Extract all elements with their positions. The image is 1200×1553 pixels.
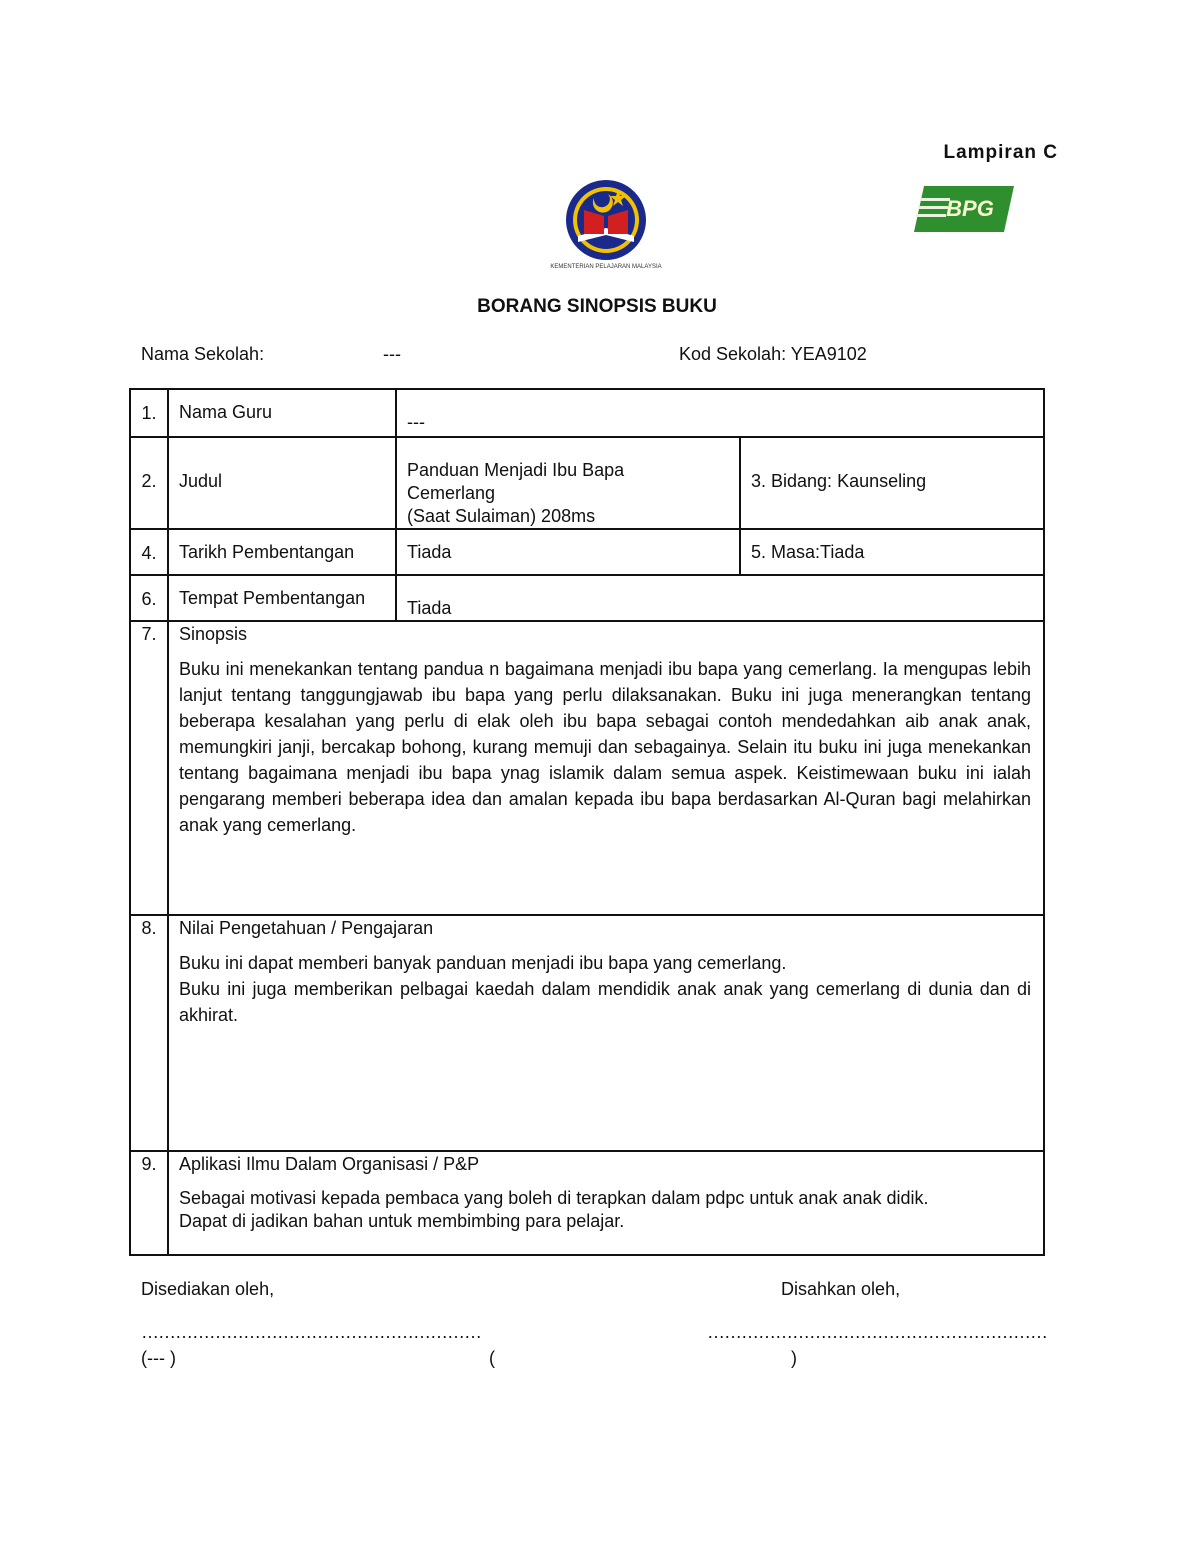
book-author-pages: (Saat Sulaiman) 208ms (407, 506, 596, 526)
book-title-line: Cemerlang (407, 483, 496, 503)
appendix-label: Lampiran C (943, 142, 1058, 163)
row-number: 2. (130, 437, 168, 529)
application-line: Sebagai motivasi kepada pembaca yang boleh di terapkan dalam pdpc untuk anak anak didik. (179, 1188, 929, 1208)
presentation-place-label: Tempat Pembentangan (168, 575, 396, 621)
knowledge-value-label: Nilai Pengetahuan / Pengajaran (179, 918, 434, 938)
prepared-by-label: Disediakan oleh, (141, 1279, 275, 1299)
kpm-logo-text: KEMENTERIAN PELAJARAN MALAYSIA (550, 264, 662, 270)
presentation-date-label: Tarikh Pembentangan (168, 529, 396, 575)
bpg-logo (910, 182, 1018, 236)
approver-name-close: ) (791, 1348, 797, 1368)
presentation-place-value: Tiada (396, 575, 1044, 621)
kpm-logo (550, 178, 662, 270)
title-label: Judul (168, 437, 396, 529)
row-number: 4. (130, 529, 168, 575)
application-cell (168, 1151, 1044, 1255)
application-label: Aplikasi Ilmu Dalam Organisasi / P&P (179, 1154, 480, 1174)
application-line: Dapat di jadikan bahan untuk membimbing para pelajar. (179, 1211, 625, 1231)
row-number: 6. (130, 575, 168, 621)
row-number: 1. (130, 389, 168, 437)
field-bidang: 3. Bidang: Kaunseling (740, 437, 1044, 529)
row-number: 8. (130, 915, 168, 1151)
row-knowledge-value (130, 915, 1044, 1151)
row-number: 9. (130, 1151, 168, 1255)
school-name-label: Nama Sekolah: (141, 344, 265, 364)
form-title: BORANG SINOPSIS BUKU (477, 296, 717, 317)
row-presentation-place (130, 575, 1044, 621)
signature-line-left: …………………………………………………… (141, 1322, 481, 1342)
school-code: Kod Sekolah: YEA9102 (679, 344, 867, 364)
row-number: 7. (130, 621, 168, 915)
teacher-name-label: Nama Guru (168, 389, 396, 437)
row-teacher-name (130, 389, 1044, 437)
approver-name-open: ( (489, 1348, 495, 1368)
approved-by-label: Disahkan oleh, (781, 1279, 901, 1299)
presentation-date-value: Tiada (396, 529, 740, 575)
row-synopsis (130, 621, 1044, 915)
row-application (130, 1151, 1044, 1255)
synopsis-text: Buku ini menekankan tentang pandua n bagaimana menjadi ibu bapa yang cemerlang. Ia mengupas lebih lanjut tentang tanggungjawab ibu bapa yang perlu dilaksanakan. Buku ini juga menerangkan tentang beberapa kesalahan yang perlu di elak oleh ibu bapa sebagai contoh mendedahkan aib anak anak, memungkiri janji, bercakap bohong, kurang memuji dan sebagainya. Selain itu buku ini juga menekankan tentang bagaimana menjadi ibu bapa ynag islamik dalam semua aspek. Keistimewaan buku ini ialah pengarang memberi beberapa idea dan amalan kepada ibu bapa berdasarkan Al-Quran bagi melahirkan anak yang cemerlang. (179, 659, 1032, 835)
field-masa: 5. Masa:Tiada (740, 529, 1044, 575)
bpg-logo-text: BPG (946, 196, 994, 221)
book-title-value (396, 437, 740, 529)
preparer-name: (--- ) (141, 1348, 176, 1368)
school-name-value: --- (383, 344, 401, 364)
knowledge-value-cell (168, 915, 1044, 1151)
knowledge-value-line: Buku ini dapat memberi banyak panduan menjadi ibu bapa yang cemerlang. (179, 953, 787, 973)
teacher-name-value: --- (396, 389, 1044, 437)
knowledge-value-line: Buku ini juga memberikan pelbagai kaedah dalam mendidik anak anak yang cemerlang di dunia dan di akhirat. (179, 979, 1032, 1025)
synopsis-label: Sinopsis (179, 624, 248, 644)
synopsis-form-table (129, 388, 1045, 1256)
signature-line-right: …………………………………………………… (707, 1322, 1047, 1342)
row-presentation-date (130, 529, 1044, 575)
synopsis-cell (168, 621, 1044, 915)
row-title (130, 437, 1044, 529)
book-title-line: Panduan Menjadi Ibu Bapa (407, 460, 625, 480)
